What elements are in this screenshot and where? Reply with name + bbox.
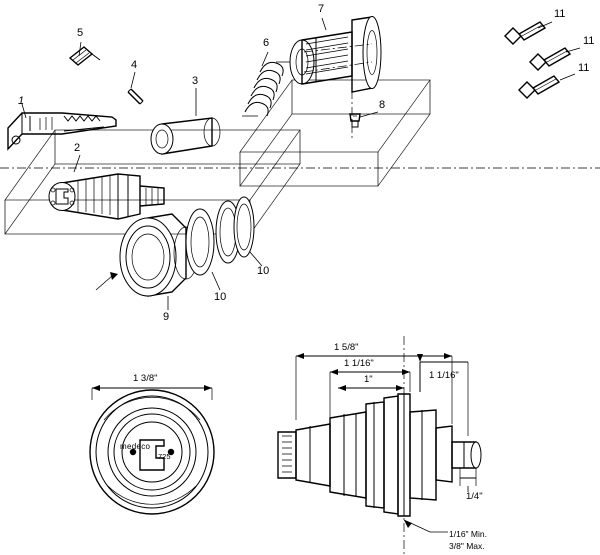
front-elevation: [90, 385, 214, 514]
part-plug: [49, 174, 164, 219]
dim-overall-length: 1 5/8": [334, 342, 359, 353]
dim-length-1: 1": [364, 374, 373, 385]
part-shell: [151, 118, 220, 154]
part-set-screw: [70, 47, 100, 65]
part-collar: [120, 214, 198, 296]
callout-4: 4: [131, 59, 138, 71]
part-rings: [186, 197, 254, 275]
callout-10-a: 10: [214, 291, 227, 303]
side-section: [278, 336, 481, 555]
callout-2: 2: [74, 142, 81, 154]
part-housing: [290, 17, 381, 93]
part-spring: [242, 62, 290, 116]
callout-8: 8: [379, 99, 386, 111]
dim-max-three-eighths: 3/8" Max.: [449, 541, 485, 551]
callout-6: 6: [263, 37, 270, 49]
brand-logo-text: medeco: [120, 442, 151, 451]
keyway-number-text: 725: [158, 452, 171, 461]
callout-11-b: 11: [583, 35, 595, 47]
callout-1: 1: [18, 95, 25, 107]
part-small-screw: [350, 114, 360, 127]
dim-length-1-1-16-a: 1 1/16": [344, 358, 374, 369]
part-machine-screws: [505, 22, 570, 98]
dim-front-diameter: 1 3/8": [133, 373, 158, 384]
part-roll-pin: [128, 89, 143, 104]
part-key: [8, 113, 116, 149]
dim-length-1-1-16-b: 1 1/16": [429, 370, 459, 381]
callout-7: 7: [318, 3, 325, 15]
callout-3: 3: [192, 75, 199, 87]
dim-min-sixteenth: 1/16" Min.: [449, 529, 487, 539]
callout-5: 5: [77, 27, 84, 39]
callout-11-a: 11: [554, 8, 566, 20]
callout-11-c: 11: [578, 62, 590, 74]
dim-tail-quarter: 1/4": [466, 491, 483, 502]
callout-10-b: 10: [257, 265, 270, 277]
callout-9: 9: [163, 311, 170, 323]
